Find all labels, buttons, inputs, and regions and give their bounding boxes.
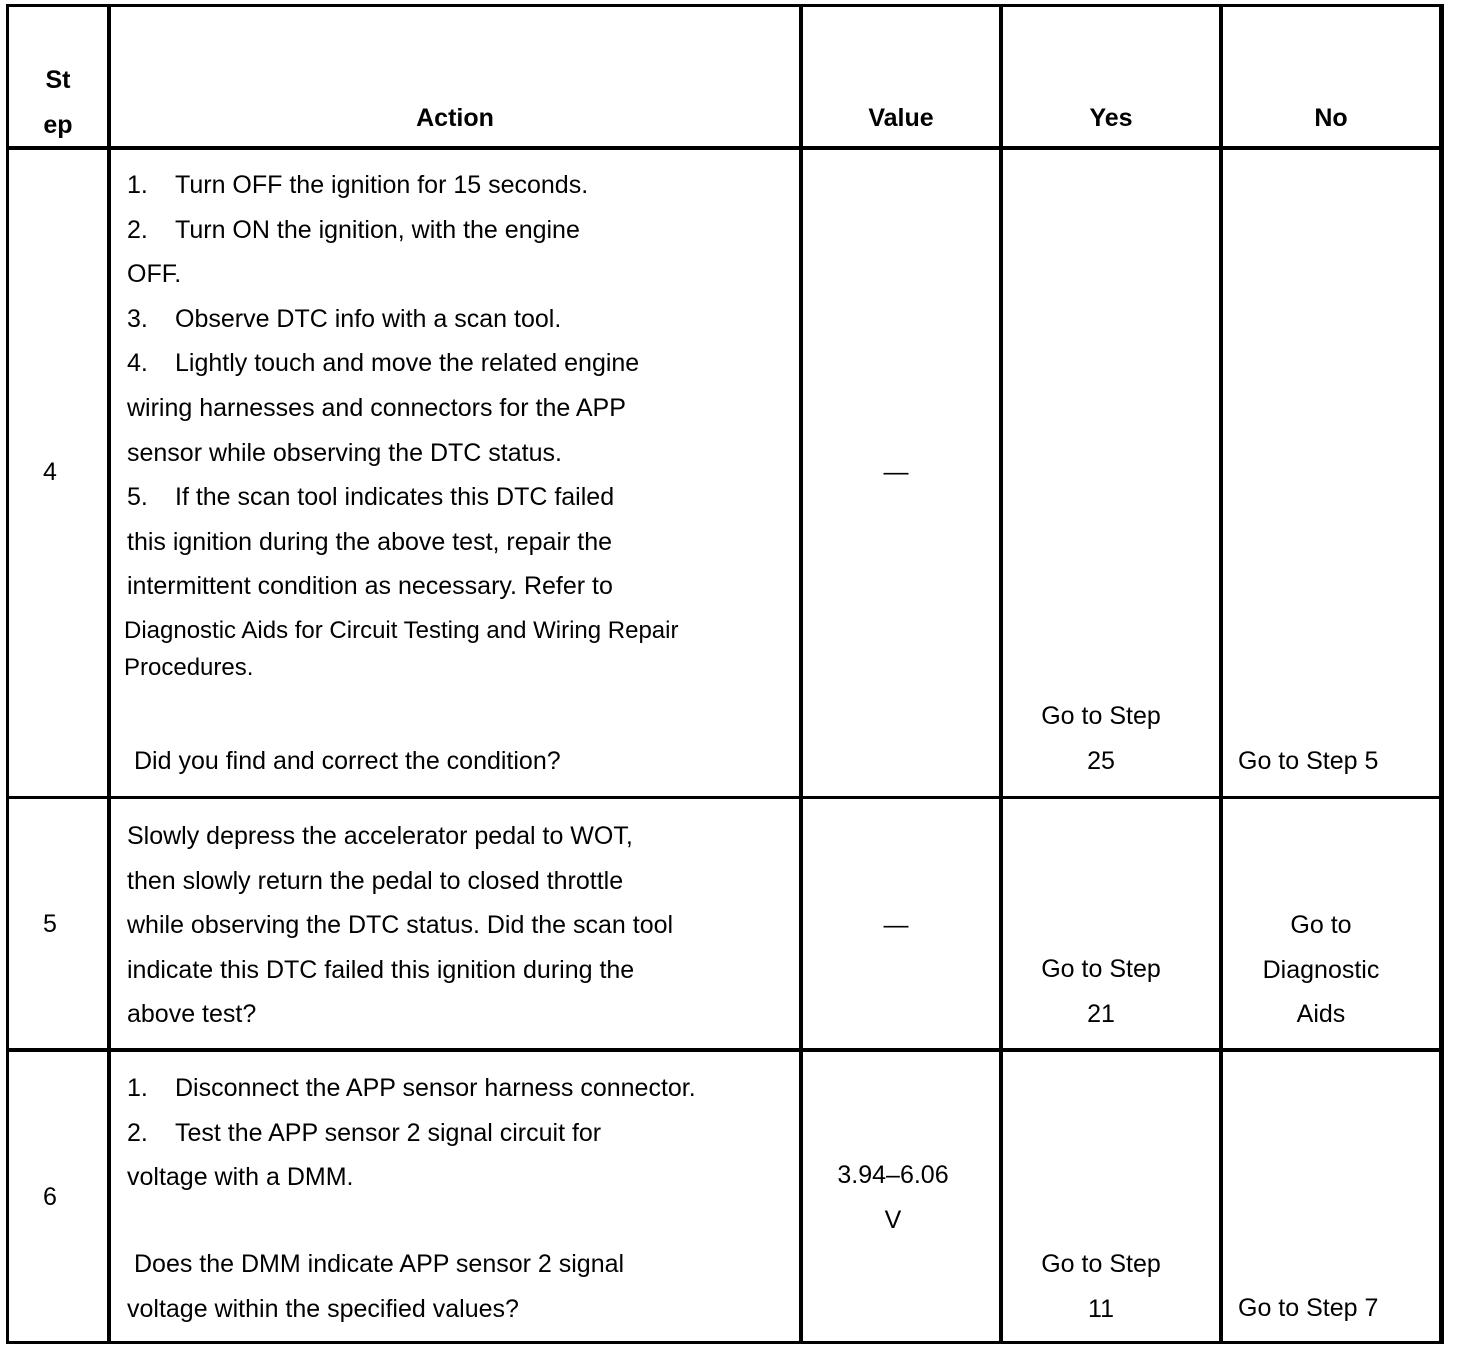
header-divider — [6, 146, 1444, 150]
question-text — [127, 1242, 624, 1331]
list-item-continued: wiring harnesses and connectors for the APP — [127, 393, 626, 422]
list-item-text: Disconnect the APP sensor harness connector. — [175, 1074, 696, 1102]
yes-action — [1003, 1242, 1199, 1331]
yes-action — [1003, 694, 1199, 783]
step-number: 6 — [43, 1183, 57, 1211]
list-item-number: 1. — [127, 1074, 148, 1102]
col-divider-step — [107, 4, 111, 1344]
question-line: voltage within the specified values? — [127, 1294, 519, 1323]
list-item-continued: sensor while observing the DTC status. — [127, 438, 562, 467]
yes-action-line1: Go to Step — [1041, 1250, 1161, 1278]
action-list — [127, 1066, 696, 1200]
list-item — [127, 297, 639, 342]
no-action — [1223, 903, 1419, 1037]
list-item — [127, 1111, 696, 1156]
table-border-bottom — [6, 1341, 1444, 1344]
list-item-text: Lightly touch and move the related engine — [175, 349, 640, 378]
list-item-number: 3. — [127, 304, 148, 333]
list-item-text: Test the APP sensor 2 signal circuit for — [175, 1118, 602, 1147]
header-step-line1: St — [45, 66, 71, 94]
refer-text-line: Procedures. — [124, 654, 254, 681]
table-border-right — [1439, 4, 1444, 1344]
action-line: while observing the DTC status. Did the scan tool — [127, 911, 674, 940]
list-item-text: Observe DTC info with a scan tool. — [175, 304, 562, 333]
no-action-line: Aids — [1296, 1000, 1346, 1029]
no-action: Go to Step 5 — [1238, 747, 1379, 775]
list-item-number: 1. — [127, 171, 148, 199]
header-value: Value — [868, 104, 934, 132]
list-item — [127, 208, 639, 253]
list-item-text: Turn OFF the ignition for 15 seconds. — [175, 171, 589, 199]
col-divider-yes — [1219, 4, 1223, 1344]
table-border-top — [6, 4, 1444, 7]
step-number: 5 — [43, 910, 57, 938]
value-text: — — [883, 458, 909, 486]
list-item-text: If the scan tool indicates this DTC failed — [175, 483, 615, 512]
yes-action — [1003, 947, 1199, 1036]
header-no: No — [1314, 104, 1348, 132]
list-item-number: 5. — [127, 483, 148, 512]
no-action: Go to Step 7 — [1238, 1294, 1379, 1322]
refer-text — [124, 612, 678, 686]
action-line: above test? — [127, 1000, 257, 1029]
list-item — [127, 341, 639, 386]
table-border-left — [6, 4, 9, 1344]
list-item-continued: voltage with a DMM. — [127, 1163, 354, 1192]
header-action: Action — [416, 104, 494, 132]
value-text: — — [883, 911, 909, 939]
action-line: Slowly depress the accelerator pedal to WOT, — [127, 822, 633, 850]
list-item-continued: this ignition during the above test, repair the — [127, 527, 613, 556]
question-line: Does the DMM indicate APP sensor 2 signal — [134, 1250, 625, 1278]
yes-action-line1: Go to Step — [1041, 955, 1161, 983]
no-action-line: Diagnostic — [1262, 955, 1380, 984]
action-list — [127, 163, 639, 609]
list-item-continued: OFF. — [127, 260, 182, 289]
list-item-number: 2. — [127, 215, 148, 244]
list-item-number: 2. — [127, 1118, 148, 1147]
value-line2: V — [884, 1205, 902, 1234]
yes-action-line2: 25 — [1087, 746, 1115, 775]
col-divider-value — [999, 4, 1003, 1344]
yes-action-line2: 21 — [1087, 999, 1115, 1028]
row-divider-5-6 — [6, 1048, 1444, 1052]
header-step-line2: ep — [43, 110, 73, 139]
header-yes: Yes — [1089, 104, 1133, 132]
list-item-continued: intermittent condition as necessary. Refer to — [127, 572, 613, 601]
row-divider-4-5 — [6, 796, 1444, 799]
list-item-number: 4. — [127, 349, 148, 378]
list-item-text: Turn ON the ignition, with the engine — [175, 215, 580, 244]
action-line: indicate this DTC failed this ignition during the — [127, 955, 635, 984]
value-line1: 3.94–6.06 — [837, 1161, 949, 1189]
yes-action-line2: 11 — [1088, 1294, 1114, 1323]
yes-action-line1: Go to Step — [1041, 702, 1161, 730]
list-item — [127, 475, 639, 520]
action-paragraph — [127, 814, 673, 1037]
no-action-line: Go to — [1290, 911, 1352, 939]
value-text — [803, 1153, 983, 1242]
action-line: then slowly return the pedal to closed throttle — [127, 866, 624, 895]
list-item — [127, 163, 639, 208]
refer-text-line: Diagnostic Aids for Circuit Testing and Wiring Repair — [124, 617, 679, 644]
question-text: Did you find and correct the condition? — [134, 747, 561, 775]
header-step — [10, 58, 106, 147]
col-divider-action — [799, 4, 803, 1344]
step-number: 4 — [43, 458, 57, 486]
list-item — [127, 1066, 696, 1111]
